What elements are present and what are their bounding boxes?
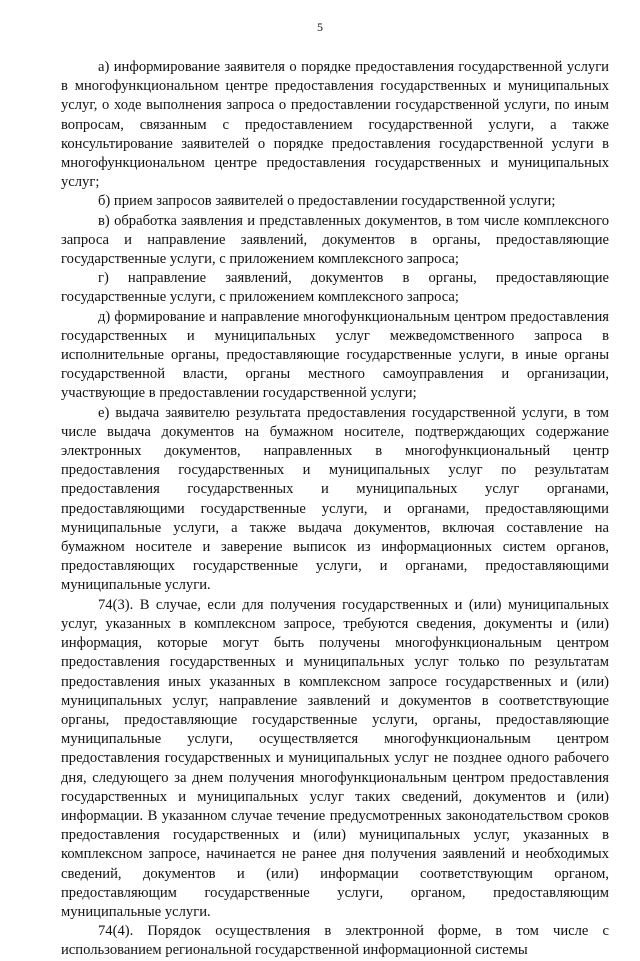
paragraph-e-issuing-result: е) выдача заявителю результата предоставления государственной услуги, в том числе выдача документов на бумажном носителе, подтверждающих содержание электронных документов, направленных в многофункциональный центр предоставления государственных и муниципальных услуг по результатам предоставления государственных и муниципальных услуг органами, предоставляющими государственные услуги, и органами, предоставляющими муниципальные услуги, а также выдача документов, включая составление на бумажном носителе и заверение выписок из информационных систем органов, предоставляющих государственные услуги, и органами, предоставляющими муниципальные услуги. [61, 404, 609, 594]
document-body [61, 58, 609, 961]
paragraph-b-receiving-requests: б) прием запросов заявителей о предоставлении государственной услуги; [98, 193, 556, 210]
paragraph-74-3: 74(3). В случае, если для получения государственных и (или) муниципальных услуг, указанных в комплексном запросе, требуются сведения, документы и (или) информация, которые могут быть получены многофункциональным центром предоставления государственных и муниципальных услуг только по результатам предоставления иных указанных в комплексном запросе государственных и (или) муниципальных услуг, направление заявлений и документов в соответствующие органы, предоставляющие государственные услуги, органы, предоставляющие муниципальные услуги, осуществляется многофункциональным центром предоставления государственных и муниципальных услуг не позднее одного рабочего дня, следующего за днем получения многофункциональным центром предоставления государственных и муниципальных услуг таких сведений, документов и (или) информации. В указанном случае течение предусмотренных законодательством сроков предоставления государственных и (или) муниципальных услуг, указанных в комплексном запросе, начинается не ранее дня получения заявлений и необходимых сведений, документов и (или) информации соответствующим органом, предоставляющим государственные услуги, органом, предоставляющим муниципальные услуги. [61, 596, 609, 920]
paragraph-74-4: 74(4). Порядок осуществления в электронной форме, в том числе с использованием региональной государственной информационной системы [61, 923, 609, 959]
paragraph-a-informing: а) информирование заявителя о порядке предоставления государственной услуги в многофункциональном центре предоставления государственных и муниципальных услуг, о ходе выполнения запроса о предоставлении государственной услуги, по иным вопросам, связанным с предоставлением государственной услуги, а также консультирование заявителей о порядке предоставления государственной услуги в многофункциональном центре предоставления государственных и муниципальных услуг; [61, 59, 609, 191]
paragraph-v-processing: в) обработка заявления и представленных документов, в том числе комплексного запроса и направление заявлений, документов в органы, предоставляющие государственные услуги, с приложением комплексного запроса; [61, 212, 609, 268]
paragraph-g-sending: г) направление заявлений, документов в органы, предоставляющие государственные услуги, с приложением комплексного запроса; [61, 270, 609, 306]
page-number: 5 [317, 20, 323, 34]
paragraph-d-interdepartmental-request: д) формирование и направление многофункциональным центром предоставления государственных и муниципальных услуг межведомственного запроса в исполнительные органы, предоставляющие государственные услуги, в иные органы государственной власти, органы местного самоуправления и организации, участвующие в предоставлении государственной услуги; [61, 308, 609, 402]
